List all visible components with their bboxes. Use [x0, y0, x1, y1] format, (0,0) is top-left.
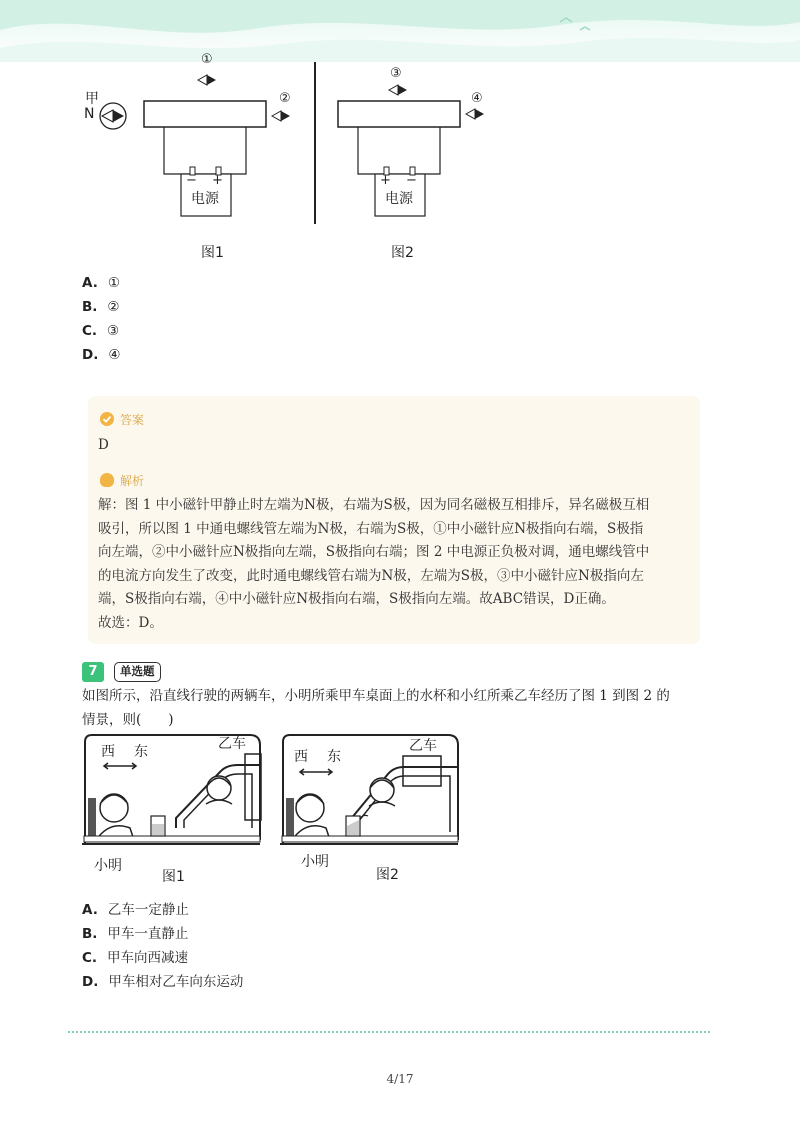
terminal-plus-2: + [380, 173, 391, 188]
terminal-minus-1: − [186, 173, 197, 188]
label-xiaoming-1: 小明 [94, 858, 122, 874]
label-car-b-1: 乙车 [218, 736, 246, 752]
question-number: 7 [82, 662, 104, 682]
label-car-b-2: 乙车 [409, 738, 437, 754]
mark-2: ② [279, 91, 291, 106]
figure-2-caption: 图2 [391, 245, 414, 261]
analysis-tag: 解析 [100, 472, 144, 489]
mark-3: ③ [390, 66, 402, 81]
label-jia: 甲 [85, 91, 99, 107]
lightbulb-icon [100, 473, 114, 487]
label-west-2: 西 [294, 749, 308, 765]
footer-divider [68, 1031, 710, 1033]
needle-2 [272, 111, 290, 121]
mark-4: ④ [471, 91, 483, 106]
label-east-1: 东 [134, 744, 148, 760]
analysis-text: 解：图 1 中小磁针甲静止时左端为N极，右端为S极，因为同名磁极互相排斥，异名磁极互相 吸引，所以图 1 中通电螺线管左端为N极，右端为S极，①中小磁针应N极指向右端，S极指 向左端，②中小磁针应N极指向左端，S极指向右端；图 2 中电源正负极对调，通电螺线管中 的电流方向发生了改变，此时通电螺线管右端为N极，左端为S极，③中小磁针应N极指向左 端，S极指向右端，④中小磁针应N极指向右端，S极指向左端。故ABC错误，D正确。 故选：D。 [98, 497, 650, 631]
terminal-minus-2: − [406, 173, 417, 188]
power-label-1: 电源 [191, 191, 219, 207]
option-d[interactable]: D. ④ [82, 347, 121, 363]
option-a[interactable]: A. ① [82, 275, 120, 291]
option-d[interactable]: D. 甲车相对乙车向东运动 [82, 974, 244, 990]
needle-1 [198, 75, 216, 85]
needle-4 [466, 109, 484, 119]
label-east-2: 东 [327, 749, 341, 765]
wire-2 [358, 127, 440, 174]
car-figure-1-caption: 图1 [162, 869, 185, 885]
solenoid-1 [144, 101, 266, 127]
label-west-1: 西 [101, 744, 115, 760]
check-icon [100, 412, 114, 426]
option-c[interactable]: C. ③ [82, 323, 120, 339]
label-xiaoming-2: 小明 [301, 854, 329, 870]
mark-1: ① [201, 52, 213, 67]
option-b[interactable]: B. 甲车一直静止 [82, 926, 189, 942]
option-a[interactable]: A. 乙车一定静止 [82, 902, 189, 918]
label-n: N [84, 106, 95, 122]
answer-value: D [98, 437, 109, 453]
needle-3 [389, 85, 407, 95]
answer-tag: 答案 [100, 411, 144, 428]
page-number: 4/17 [386, 1072, 414, 1086]
question-stem: 如图所示，沿直线行驶的两辆车，小明所乘甲车桌面上的水杯和小红所乘乙车经历了图 1 到图 2 的 情景，则( ) [82, 688, 670, 728]
option-c[interactable]: C. 甲车向西减速 [82, 950, 189, 966]
terminal-plus-1: + [212, 173, 223, 188]
figure-1-caption: 图1 [201, 245, 224, 261]
car-figure-2-caption: 图2 [376, 867, 399, 883]
option-b[interactable]: B. ② [82, 299, 120, 315]
solenoid-2 [338, 101, 460, 127]
wire-1 [164, 127, 246, 174]
question-type-badge: 单选题 [114, 662, 161, 682]
power-label-2: 电源 [385, 191, 413, 207]
solenoid-figure [80, 52, 520, 267]
